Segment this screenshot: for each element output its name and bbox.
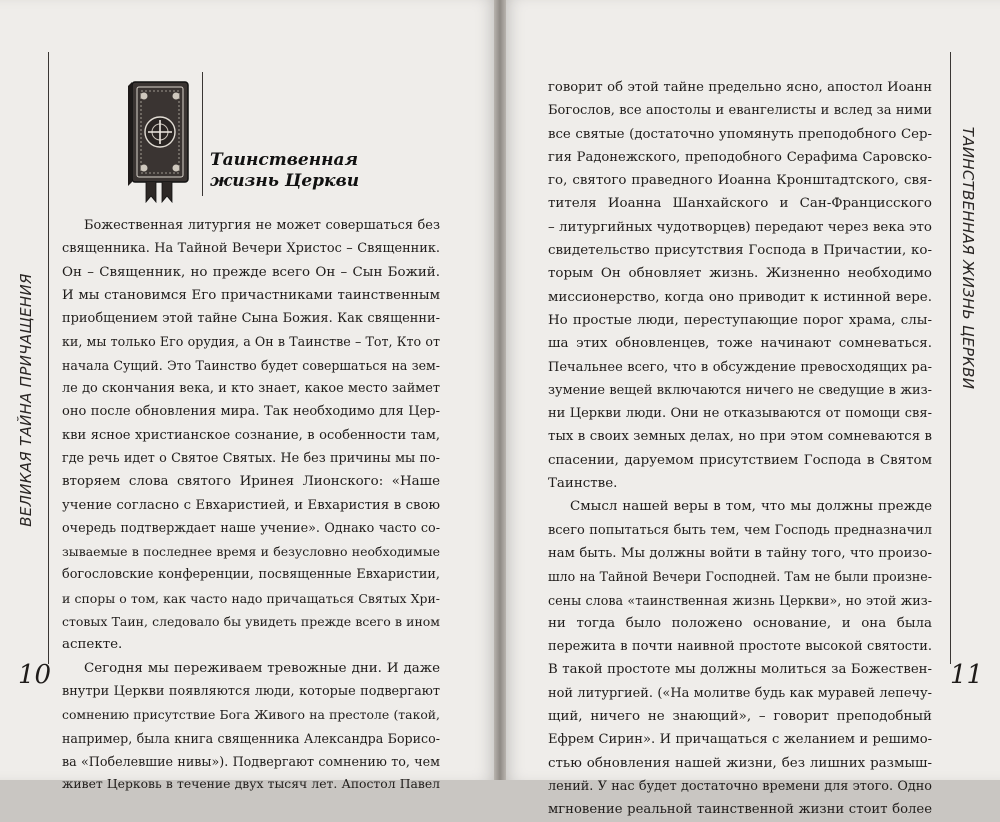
text-line: все святые (достаточно упомянуть преподобного Сер- xyxy=(548,126,932,142)
running-head-left: ВЕЛИКАЯ ТАЙНА ПРИЧАЩЕНИЯ xyxy=(17,273,35,527)
text-line: Таинстве. xyxy=(548,476,618,492)
text-line: го, святого праведного Иоанна Кронштадтского, свя- xyxy=(548,173,932,189)
text-line: оно после обновления мира. Так необходимо для Цер- xyxy=(62,404,440,420)
text-line: Божественная литургия не может совершаться без xyxy=(84,218,440,233)
text-line: – литургийных чудотворцев) передают через века это xyxy=(548,219,932,235)
text-line: сены слова «таинственная жизнь Церкви», но этой жиз- xyxy=(548,592,932,608)
text-line: священника. На Тайной Вечери Христос – Священник. xyxy=(62,241,440,257)
text-line: всего попытаться быть тем, чем Господь предназначил xyxy=(548,522,932,538)
text-line: говорит об этой тайне предельно ясно, апостол Иоанн xyxy=(548,80,932,95)
text-line: лений. У нас будет достаточно времени для этого. Одно xyxy=(548,778,932,794)
text-line: Но простые люди, переступающие порог храма, слы- xyxy=(548,312,932,328)
text-line: ни тогда было положено основание, и она была xyxy=(548,615,932,631)
text-line: Сегодня мы переживаем тревожные дни. И даже xyxy=(84,660,440,676)
right-body-text xyxy=(548,76,932,822)
text-line: вторяем слова святого Иринея Лионского: «Наше xyxy=(62,474,440,490)
text-line: Он – Священник, но прежде всего Он – Сын Божий. xyxy=(62,264,440,280)
text-line: тителя Иоанна Шанхайского и Сан-Францисского xyxy=(548,196,932,212)
text-line: зумение вещей включаются ничего не сведущие в жиз- xyxy=(548,382,932,398)
text-line: Ефрем Сирин». И причащаться с желанием и решимо- xyxy=(548,732,932,748)
text-line: мгновение реальной таинственной жизни стоит более xyxy=(548,802,932,818)
text-line: тых в своих земных делах, но при этом сомневаются в xyxy=(548,429,932,445)
text-line: учение согласно с Евхаристией, и Евхаристия в свою xyxy=(62,497,440,513)
running-head-right: ТАИНСТВЕННАЯ ЖИЗНЬ ЦЕРКВИ xyxy=(959,126,977,390)
text-line: И мы становимся Его причастниками таинственным xyxy=(62,287,440,303)
text-line: ки, мы только Его орудия, а Он в Таинстве – Тот, Кто от xyxy=(62,334,440,350)
section-title-line: Таинственная xyxy=(210,150,359,170)
text-line: внутри Церкви появляются люди, которые подвергают xyxy=(62,683,440,699)
text-line: приобщением этой тайне Сына Божия. Как священни- xyxy=(62,311,440,327)
ornate-gospel-book-icon xyxy=(124,76,196,204)
text-line: стовых Таин, следовало бы увидеть прежде всего в ином xyxy=(62,614,440,630)
section-title-line: жизнь Церкви xyxy=(210,171,360,191)
text-line: кви ясное христианское сознание, в особенности там, xyxy=(62,427,440,443)
text-line: ни Церкви люди. Они не отказываются от помощи свя- xyxy=(548,406,932,422)
text-line: миссионерство, когда оно приводит к истинной вере. xyxy=(548,289,932,305)
text-line: очередь подтверждает наше учение». Однако часто со- xyxy=(62,520,440,536)
text-line: свидетельство присутствия Господа в Причастии, ко- xyxy=(548,243,932,259)
page-number-left: 10 xyxy=(18,660,52,690)
text-line: пережита в почти наивной простоте высокой святости. xyxy=(548,639,932,655)
text-line: живет Церковь в течение двух тысяч лет. Апостол Павел xyxy=(62,777,440,792)
left-body-text xyxy=(62,214,440,796)
text-line: богословские конференции, посвященные Евхаристии, xyxy=(62,567,440,583)
text-line: начала Сущий. Это Таинство будет совершаться на зем- xyxy=(62,357,440,373)
page-number-right: 11 xyxy=(950,660,984,690)
text-line: В такой простоте мы должны молиться за Божествен- xyxy=(548,662,932,678)
text-line: торым Он обновляет жизнь. Жизненно необходимо xyxy=(548,266,932,282)
text-line: стью обновления нашей жизни, без лишних размыш- xyxy=(548,755,932,771)
heading-rule xyxy=(202,72,203,196)
text-line: гия Радонежского, преподобного Серафима Саровско- xyxy=(548,149,932,165)
text-line: где речь идет о Святое Святых. Не без причины мы по- xyxy=(62,450,440,466)
text-line: Смысл нашей веры в том, что мы должны прежде xyxy=(570,499,932,515)
right-margin-rule xyxy=(950,52,951,664)
text-line: ле до скончания века, и кто знает, какое место займет xyxy=(62,381,440,397)
text-line: например, была книга священника Александра Борисо- xyxy=(62,730,440,746)
text-line: ной литургией. («На молитве будь как муравей лепечу- xyxy=(548,685,932,701)
text-line: спасении, даруемом присутствием Господа в Святом xyxy=(548,452,932,468)
text-line: щий, ничего не знающий», – говорит преподобный xyxy=(548,709,932,725)
text-line: ва «Побелевшие нивы»). Подвергают сомнению то, чем xyxy=(62,753,440,769)
section-heading xyxy=(120,66,370,206)
text-line: зываемые в последнее время и безусловно необходимые xyxy=(62,544,440,560)
text-line: шло на Тайной Вечери Господней. Там не были произне- xyxy=(548,569,932,585)
text-line: Богослов, все апостолы и евангелисты и вслед за ними xyxy=(548,103,932,119)
text-line: аспекте. xyxy=(62,637,123,653)
text-line: Печальнее всего, что в обсуждение превосходящих ра- xyxy=(548,359,932,375)
text-line: нам быть. Мы должны войти в тайну того, что произо- xyxy=(548,545,932,561)
text-line: сомнению присутствие Бога Живого на престоле (такой, xyxy=(62,707,440,723)
text-line: ша этих обновленцев, тоже начинают сомневаться. xyxy=(548,336,932,352)
book-gutter xyxy=(494,0,506,780)
section-title xyxy=(210,150,359,192)
left-margin-rule xyxy=(48,52,49,664)
text-line: и споры о том, как часто надо причащаться Святых Хри- xyxy=(62,590,440,606)
